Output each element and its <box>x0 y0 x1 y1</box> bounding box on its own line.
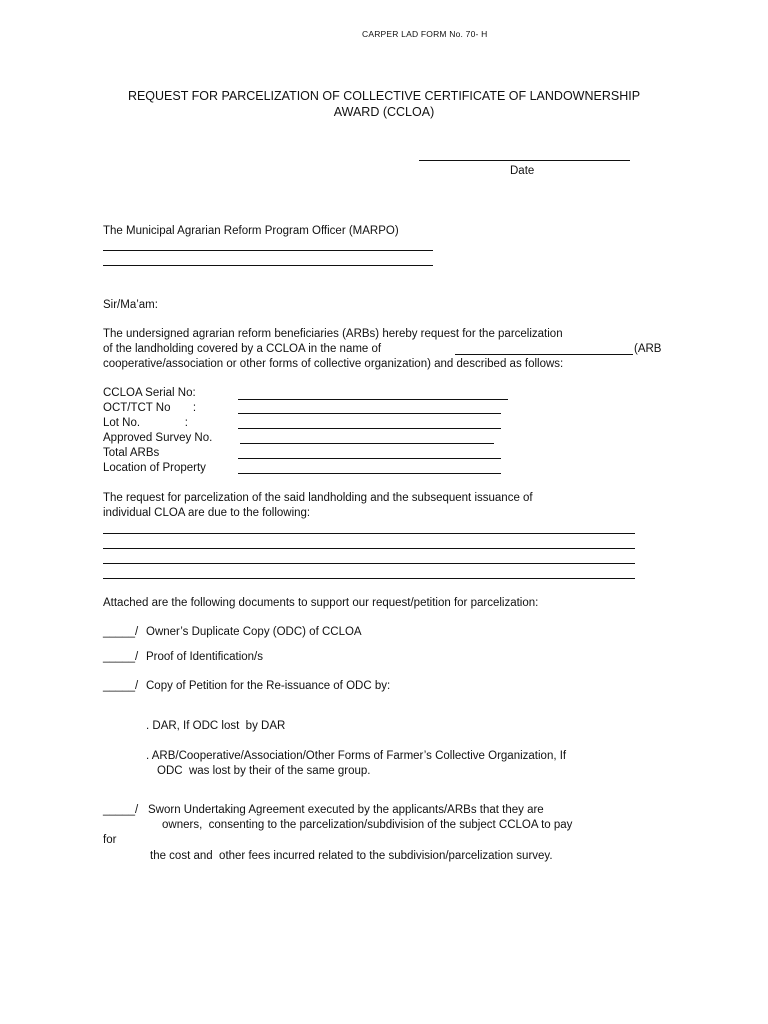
date-label: Date <box>510 165 535 177</box>
intro-line-3: cooperative/association or other forms of collective organization) and described as follows: <box>103 358 564 370</box>
attached-intro: Attached are the following documents to support our request/petition for parcelization: <box>103 597 539 609</box>
form-title-line2: AWARD (CCLOA) <box>333 105 435 119</box>
reason-line-field-4[interactable] <box>103 578 635 579</box>
addressee-line-2[interactable] <box>103 265 433 266</box>
date-field[interactable] <box>419 160 630 161</box>
survey-no-input[interactable] <box>240 443 494 444</box>
checklist-item-proof-id: Proof of Identification/s <box>146 651 263 663</box>
ccloa-name-field[interactable] <box>455 354 633 355</box>
sub-item-arb-line-2: ODC was lost by their of the same group. <box>157 765 371 777</box>
checkbox-petition[interactable]: _____/ <box>103 680 139 692</box>
intro-line-2-start: of the landholding covered by a CCLOA in the name of <box>103 343 382 355</box>
form-number: CARPER LAD FORM No. 70- H <box>362 29 488 39</box>
sub-item-arb-line-1: . ARB/Cooperative/Association/Other Forms of Farmer’s Collective Organization, If <box>146 750 567 762</box>
sworn-line-4: the cost and other fees incurred related to the subdivision/parcelization survey. <box>150 850 553 862</box>
oct-tct-input[interactable] <box>238 413 501 414</box>
ccloa-serial-input[interactable] <box>238 399 508 400</box>
addressee: The Municipal Agrarian Reform Program Officer (MARPO) <box>103 225 399 237</box>
checkbox-odc[interactable]: _____/ <box>103 626 139 638</box>
reason-line-field-3[interactable] <box>103 563 635 564</box>
checklist-item-odc: Owner’s Duplicate Copy (ODC) of CCLOA <box>146 626 362 638</box>
reason-line-field-2[interactable] <box>103 548 635 549</box>
salutation: Sir/Ma’am: <box>103 299 158 311</box>
location-input[interactable] <box>238 473 501 474</box>
checkbox-proof-id[interactable]: _____/ <box>103 651 139 663</box>
addressee-line-1[interactable] <box>103 250 433 251</box>
reason-line-field-1[interactable] <box>103 533 635 534</box>
field-label-oct-tct: OCT/TCT No : <box>103 402 197 414</box>
lot-no-input[interactable] <box>238 428 501 429</box>
reason-line-1: The request for parcelization of the said landholding and the subsequent issuance of <box>103 492 533 504</box>
sworn-line-1: Sworn Undertaking Agreement executed by the applicants/ARBs that they are <box>148 804 544 816</box>
field-label-lot-no: Lot No. : <box>103 417 189 429</box>
field-label-location: Location of Property <box>103 462 206 474</box>
field-label-survey-no: Approved Survey No. <box>103 432 213 444</box>
form-title-line1: REQUEST FOR PARCELIZATION OF COLLECTIVE CERTIFICATE OF LANDOWNERSHIP <box>127 89 641 103</box>
total-arbs-input[interactable] <box>238 458 501 459</box>
intro-line-1: The undersigned agrarian reform beneficiaries (ARBs) hereby request for the parcelization <box>103 328 563 340</box>
sworn-line-2: owners, consenting to the parcelization/subdivision of the subject CCLOA to pay <box>162 819 573 831</box>
checklist-item-petition: Copy of Petition for the Re-issuance of ODC by: <box>146 680 391 692</box>
form-title <box>0 88 768 120</box>
sub-item-dar: . DAR, If ODC lost by DAR <box>146 720 286 732</box>
intro-line-2-end: (ARB <box>634 343 662 355</box>
sworn-line-3: for <box>103 834 117 846</box>
checkbox-sworn[interactable]: _____/ <box>103 804 139 816</box>
field-label-total-arbs: Total ARBs <box>103 447 160 459</box>
reason-line-2: individual CLOA are due to the following: <box>103 507 311 519</box>
field-label-ccloa-serial: CCLOA Serial No: <box>103 387 196 399</box>
